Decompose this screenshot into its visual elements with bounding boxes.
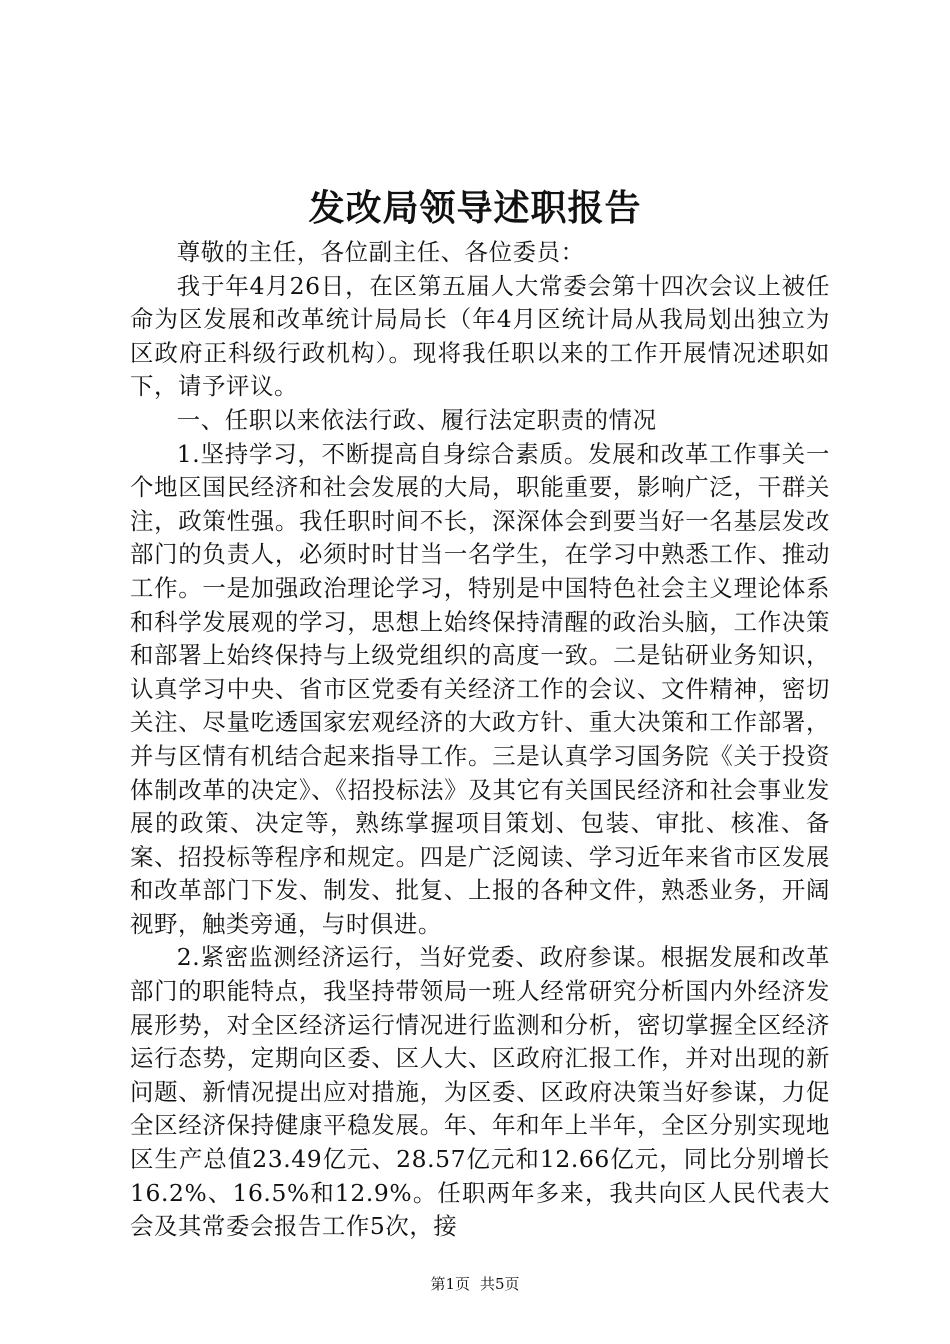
salutation-paragraph: 尊敬的主任，各位副主任、各位委员： [176,238,585,266]
body-paragraph: 1.坚持学习，不断提高自身综合素质。发展和改革工作事关一个地区国民经济和社会发展的大局，职能重要，影响广泛，干群关注，政策性强。我任职时间不长，深深体会到要当好一名基层发改部门的负责人，必须时时甘当一名学生，在学习中熟悉工作、推动工作。一是加强政治理论学习，特别是中国特色社会主义理论体系和科学发展观的学习，思想上始终保持清醒的政治头脑，工作决策和部署上始终保持与上级党组织的高度一致。二是钻研业务知识，认真学习中央、省市区党委有关经济工作的会议、文件精神，密切关注、尽量吃透国家宏观经济的大政方针、重大决策和工作部署，并与区情有机结合起来指导工作。三是认真学习国务院《关于投资体制改革的决定》、《招投标法》及其它有关国民经济和社会事业发展的政策、决定等，熟练掌握项目策划、包装、审批、核准、备案、招投标等程序和规定。四是广泛阅读、学习近年来省市区发展和改革部门下发、制发、批复、上报的各种文件，熟悉业务，开阔视野，触类旁通，与时俱进。 [130,439,830,938]
intro-paragraph: 我于年4月26日，在区第五届人大常委会第十四次会议上被任命为区发展和改革统计局局长（年4月区统计局从我局划出独立为区政府正科级行政机构）。现将我任职以来的工作开展情况述职如下，请予评议。 [130,271,830,401]
page-number: 第1页 [430,1275,470,1293]
page-total: 共5页 [480,1275,520,1293]
section-heading: 一、任职以来依法行政、履行法定职责的情况 [176,405,657,434]
document-title: 发改局领导述职报告 [308,187,642,229]
document-body [130,236,830,1244]
page-footer [0,1274,950,1294]
body-paragraph: 2.紧密监测经济运行，当好党委、政府参谋。根据发展和改革部门的职能特点，我坚持带领局一班人经常研究分析国内外经济发展形势，对全区经济运行情况进行监测和分析，密切掌握全区经济运行态势，定期向区委、区人大、区政府汇报工作，并对出现的新问题、新情况提出应对措施，为区委、区政府决策当好参谋，力促全区经济保持健康平稳发展。年、年和年上半年，全区分别实现地区生产总值23.49亿元、28.57亿元和12.66亿元，同比分别增长16.2%、16.5%和12.9%。任职两年多来，我共向区人民代表大会及其常委会报告工作5次，接 [130,943,830,1241]
